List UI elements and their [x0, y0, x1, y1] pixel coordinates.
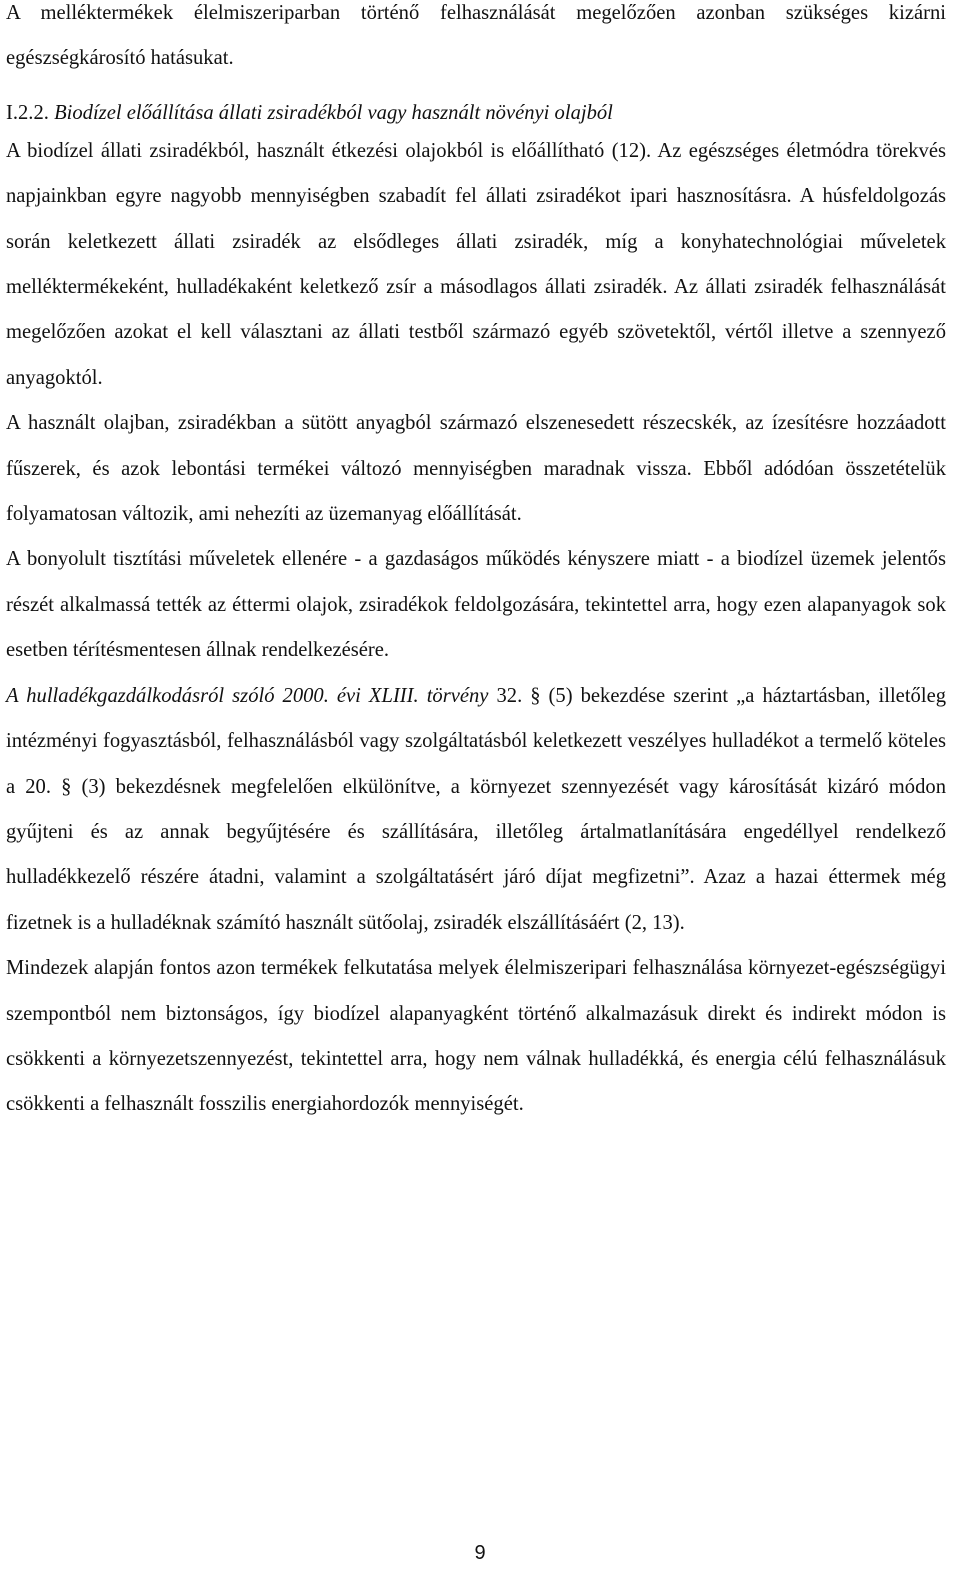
document-page	[6, 0, 946, 1128]
paragraph-used-oil: A használt olajban, zsiradékban a sütött anyagból származó elszenesedett részecskék, az ízesítésre hozzáadott fűszerek, és azok lebontási termékei változó mennyiségben maradnak vissza. Ebből adódóan összetételük folyamatosan változik, ami nehezíti az üzemanyag előállítását.	[6, 412, 946, 526]
page-number: 9	[474, 1542, 486, 1564]
paragraph-law	[6, 674, 946, 946]
intro-paragraph: A melléktermékek élelmiszeriparban történő felhasználását megelőzően azonban szükséges kizárni egészségkárosító hatásukat.	[6, 2, 946, 70]
section-title: Biodízel előállítása állati zsiradékból vagy használt növényi olajból	[54, 101, 613, 124]
paragraph-cleaning: A bonyolult tisztítási műveletek ellenére - a gazdaságos működés kényszere miatt - a biodízel üzemek jelentős részét alkalmassá tették az éttermi olajok, zsiradékok feldolgozására, tekintettel arra, hogy ezen alapanyagok sok esetben térítésmentesen állnak rendelkezésére.	[6, 548, 946, 662]
law-reference: A hulladékgazdálkodásról szóló 2000. évi XLIII. törvény	[6, 684, 489, 707]
paragraph-biodiesel-fat: A biodízel állati zsiradékból, használt étkezési olajokból is előállítható (12). Az egészséges életmódra törekvés napjainkban egyre nagyobb mennyiségben szabadít fel állati zsiradékot ipari hasznosításra. A húsfeldolgozás során keletkezett állati zsiradék az elsődleges állati zsiradék, míg a konyhatechnológiai műveletek melléktermékeként, hulladékaként keletkező zsír a másodlagos állati zsiradék. Az állati zsiradék felhasználását megelőzően azokat el kell választani az állati testből származó egyéb szövetektől, vértől illetve a szennyező anyagoktól.	[6, 139, 946, 389]
section-number: I.2.2.	[6, 101, 49, 124]
section-heading	[6, 96, 946, 130]
paragraph-conclusion: Mindezek alapján fontos azon termékek felkutatása melyek élelmiszeripari felhasználása környezet-egészségügyi szempontból nem biztonságos, így biodízel alapanyagként történő alkalmazásuk direkt és indirekt módon is csökkenti a környezetszennyezést, tekintettel arra, hogy nem válnak hulladékká, és energia célú felhasználásuk csökkenti a felhasznált fosszilis energiahordozók mennyiségét.	[6, 957, 946, 1116]
law-paragraph-text: 32. § (5) bekezdése szerint „a háztartásban, illetőleg intézményi fogyasztásból, felhasználásból vagy szolgáltatásból keletkezett veszélyes hulladékot a termelő köteles a 20. § (3) bekezdésnek megfelelően elkülönítve, a környezet szennyezését vagy károsítását kizáró módon gyűjteni és az annak begyűjtésére és szállítására, illetőleg ártalmatlanítására engedéllyel rendelkező hulladékkezelő részére átadni, valamint a szolgáltatásért járó díjat megfizetni”. Azaz a hazai éttermek még fizetnek is a hulladéknak számító használt sütőolaj, zsiradék elszállításáért (2, 13).	[6, 684, 947, 934]
